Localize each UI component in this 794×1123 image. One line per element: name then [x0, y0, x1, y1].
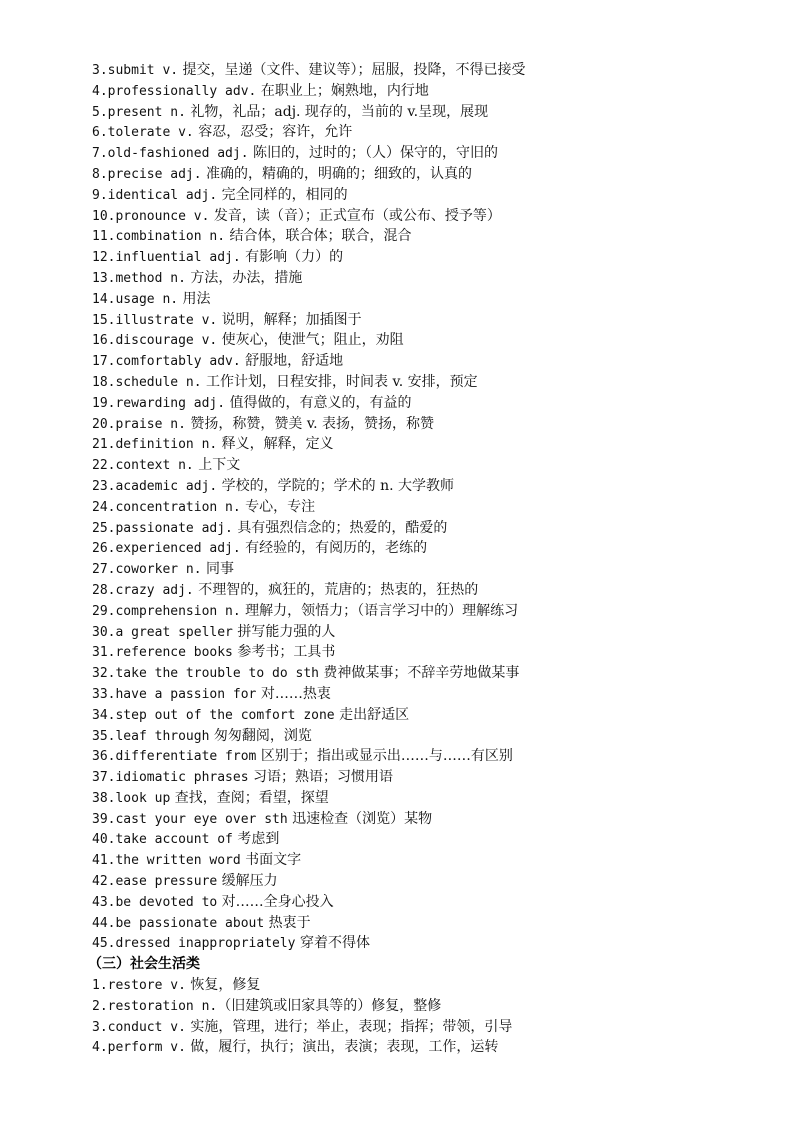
vocab-entry [92, 1037, 732, 1058]
entry-chinese-meaning: 拼写能力强的人 [232, 623, 336, 640]
entry-chinese-meaning: 使灰心，使泄气；阻止，劝阻 [217, 332, 404, 349]
entry-english-term: discourage v. [115, 333, 218, 349]
vocabulary-section-study [92, 60, 732, 954]
entry-number: 8. [92, 166, 108, 182]
entry-number: 9. [92, 187, 108, 203]
entry-chinese-meaning: 具有强烈信念的；热爱的，酷爱的 [232, 519, 448, 536]
entry-english-term: pronounce v. [115, 208, 210, 224]
vocab-entry [92, 143, 732, 164]
vocab-entry [92, 705, 732, 726]
entry-chinese-meaning: 工作计划，日程安排，时间表 v. 安排，预定 [201, 373, 478, 390]
vocab-entry [92, 518, 732, 539]
entry-english-term: differentiate from [115, 749, 257, 765]
vocab-entry [92, 414, 732, 435]
entry-chinese-meaning: 缓解压力 [217, 873, 278, 890]
entry-number: 6. [92, 125, 108, 141]
entry-chinese-meaning: 值得做的，有意义的，有益的 [225, 394, 412, 411]
entry-english-term: perform v. [107, 1040, 186, 1056]
entry-number: 33. [92, 686, 116, 702]
entry-number: 3. [92, 1019, 108, 1035]
entry-number: 11. [92, 229, 116, 245]
entry-chinese-meaning: 考虑到 [232, 831, 280, 848]
entry-english-term: have a passion for [115, 686, 257, 702]
entry-chinese-meaning: 礼物，礼品；adj. 现存的，当前的 v.呈现，展现 [185, 103, 489, 120]
vocab-entry [92, 996, 732, 1017]
entry-english-term: context n. [115, 458, 194, 474]
entry-number: 25. [92, 520, 116, 536]
entry-chinese-meaning: 区别于；指出或显示出……与……有区别 [256, 748, 513, 765]
entry-number: 23. [92, 478, 116, 494]
entry-number: 10. [92, 208, 116, 224]
entry-number: 41. [92, 853, 116, 869]
entry-number: 39. [92, 811, 116, 827]
vocab-entry [92, 102, 732, 123]
entry-number: 30. [92, 624, 116, 640]
vocab-entry [92, 622, 732, 643]
vocab-entry [92, 476, 732, 497]
entry-number: 21. [92, 437, 116, 453]
entry-english-term: illustrate v. [115, 312, 218, 328]
vocab-entry [92, 226, 732, 247]
entry-chinese-meaning: 发音，读（音）；正式宣布（或公布、授予等） [209, 207, 501, 224]
entry-english-term: praise n. [115, 416, 186, 432]
entry-number: 4. [92, 83, 108, 99]
entry-chinese-meaning: 同事 [201, 561, 235, 578]
entry-number: 2. [92, 998, 108, 1014]
entry-number: 27. [92, 562, 116, 578]
entry-number: 37. [92, 770, 116, 786]
vocab-entry [92, 767, 732, 788]
entry-chinese-meaning: 不理智的，疯狂的，荒唐的；热衷的，狂热的 [193, 581, 479, 598]
entry-number: 29. [92, 603, 116, 619]
entry-number: 14. [92, 291, 116, 307]
vocab-entry [92, 247, 732, 268]
entry-number: 44. [92, 915, 116, 931]
entry-number: 7. [92, 146, 108, 162]
entry-chinese-meaning: 走出舒适区 [334, 706, 410, 723]
vocab-entry [92, 850, 732, 871]
vocab-entry [92, 268, 732, 289]
entry-chinese-meaning: 舒服地，舒适地 [240, 353, 344, 370]
entry-english-term: be passionate about [115, 915, 265, 931]
vocab-entry [92, 788, 732, 809]
entry-chinese-meaning: 有经验的，有阅历的，老练的 [240, 540, 428, 557]
entry-english-term: method n. [115, 270, 186, 286]
vocab-entry [92, 206, 732, 227]
entry-english-term: combination n. [115, 229, 226, 245]
entry-number: 15. [92, 312, 116, 328]
vocab-entry [92, 580, 732, 601]
entry-chinese-meaning: 匆匆翻阅，浏览 [209, 727, 312, 744]
vocab-entry [92, 1017, 732, 1038]
entry-chinese-meaning: 恢复，修复 [185, 977, 261, 994]
entry-english-term: present n. [107, 104, 186, 120]
vocab-entry [92, 538, 732, 559]
vocab-entry [92, 601, 732, 622]
vocab-entry [92, 289, 732, 310]
vocab-entry [92, 933, 732, 954]
entry-english-term: restore v. [107, 978, 186, 994]
entry-number: 32. [92, 666, 116, 682]
vocab-entry [92, 372, 732, 393]
entry-chinese-meaning: 查找，查阅；看望，探望 [170, 789, 329, 806]
entry-english-term: old-fashioned adj. [107, 146, 249, 162]
section-heading-social-life: （三）社会生活类 [88, 956, 200, 973]
entry-english-term: conduct v. [107, 1019, 186, 1035]
vocab-entry [92, 726, 732, 747]
vocab-entry [92, 913, 732, 934]
entry-english-term: coworker n. [115, 562, 202, 578]
entry-english-term: cast your eye over sth [115, 811, 288, 827]
entry-english-term: restoration n. [107, 998, 218, 1014]
entry-english-term: passionate adj. [115, 520, 233, 536]
vocab-entry [92, 164, 732, 185]
entry-english-term: academic adj. [115, 478, 218, 494]
entry-chinese-meaning: 理解力，领悟力；（语言学习中的）理解练习 [240, 602, 519, 619]
entry-english-term: concentration n. [115, 499, 241, 515]
entry-number: 5. [92, 104, 108, 120]
vocab-entry [92, 434, 732, 455]
entry-number: 31. [92, 645, 116, 661]
vocab-entry [92, 892, 732, 913]
vocab-entry [92, 663, 732, 684]
entry-english-term: usage n. [115, 291, 179, 307]
vocab-entry [92, 497, 732, 518]
vocab-entry [92, 455, 732, 476]
entry-chinese-meaning: 迅速检查（浏览）某物 [287, 810, 433, 827]
entry-english-term: leaf through [115, 728, 210, 744]
entry-english-term: submit v. [107, 63, 179, 78]
entry-number: 38. [92, 790, 116, 806]
entry-chinese-meaning: 穿着不得体 [295, 935, 370, 952]
entry-number: 40. [92, 832, 116, 848]
entry-number: 16. [92, 333, 116, 349]
entry-english-term: experienced adj. [115, 541, 241, 557]
entry-chinese-meaning: 习语；熟语；习惯用语 [248, 769, 393, 786]
entry-chinese-meaning: 有影响（力）的 [240, 249, 344, 266]
entry-chinese-meaning: 对……热衷 [256, 685, 331, 702]
entry-chinese-meaning: 专心，专注 [240, 498, 316, 515]
vocab-entry [92, 351, 732, 372]
entry-english-term: tolerate v. [107, 125, 194, 141]
entry-number: 42. [92, 874, 116, 890]
vocab-entry [92, 559, 732, 580]
entry-english-term: comprehension n. [115, 603, 241, 619]
entry-english-term: comfortably adv. [115, 354, 241, 370]
entry-number: 43. [92, 894, 116, 910]
entry-english-term: ease pressure [115, 874, 218, 890]
entry-number: 24. [92, 499, 116, 515]
vocab-entry [92, 330, 732, 351]
entry-number: 28. [92, 582, 116, 598]
entry-chinese-meaning: 结合体，联合体；联合，混合 [225, 228, 412, 245]
entry-chinese-meaning: 完全同样的，相同的 [217, 186, 348, 203]
entry-chinese-meaning: 说明，解释；加插图于 [217, 311, 362, 328]
entry-chinese-meaning: 参考书；工具书 [232, 644, 336, 661]
entry-english-term: step out of the comfort zone [115, 707, 335, 723]
entry-english-term: take the trouble to do sth [115, 666, 319, 682]
vocab-entry [92, 746, 732, 767]
vocab-entry [92, 393, 732, 414]
entry-chinese-meaning: 对……全身心投入 [217, 893, 334, 910]
entry-number: 1. [92, 978, 108, 994]
vocab-entry [92, 684, 732, 705]
entry-number: 45. [92, 936, 116, 952]
entry-number: 19. [92, 395, 116, 411]
entry-english-term: influential adj. [115, 250, 241, 266]
entry-english-term: be devoted to [115, 894, 218, 910]
entry-chinese-meaning: 实施，管理，进行；举止，表现；指挥；带领，引导 [185, 1018, 513, 1035]
vocab-entry [92, 809, 732, 830]
vocab-entry [92, 81, 732, 102]
entry-number: 17. [92, 354, 116, 370]
entry-chinese-meaning: 释义，解释，定义 [217, 436, 334, 453]
entry-number: 35. [92, 728, 116, 744]
vocab-entry [92, 871, 732, 892]
vocab-entry [92, 60, 732, 81]
vocabulary-list [88, 60, 732, 1058]
entry-chinese-meaning: 提交，呈递（文件、建议等）；屈服，投降，不得已接受 [178, 62, 526, 78]
entry-chinese-meaning: 在职业上；娴熟地，内行地 [256, 82, 429, 99]
entry-number: 36. [92, 749, 116, 765]
entry-number: 13. [92, 270, 116, 286]
entry-number: 18. [92, 374, 116, 390]
vocab-entry [92, 642, 732, 663]
entry-chinese-meaning: 方法，办法，措施 [185, 269, 303, 286]
entry-number: 34. [92, 707, 116, 723]
entry-english-term: identical adj. [107, 187, 218, 203]
entry-number: 20. [92, 416, 116, 432]
entry-english-term: precise adj. [107, 166, 202, 182]
entry-chinese-meaning: （旧建筑或旧家具等的）修复，整修 [217, 997, 442, 1014]
entry-number: 22. [92, 458, 116, 474]
entry-chinese-meaning: 陈旧的，过时的；（人）保守的，守旧的 [248, 145, 498, 162]
entry-chinese-meaning: 热衷于 [264, 914, 311, 931]
entry-number: 12. [92, 250, 116, 266]
entry-chinese-meaning: 学校的，学院的；学术的 n. 大学教师 [217, 477, 455, 494]
entry-english-term: a great speller [115, 624, 233, 640]
vocab-entry [92, 310, 732, 331]
entry-english-term: look up [115, 790, 171, 806]
entry-chinese-meaning: 上下文 [193, 457, 241, 474]
vocab-entry [92, 829, 732, 850]
vocab-entry [92, 975, 732, 996]
entry-english-term: definition n. [115, 437, 218, 453]
vocab-entry [92, 122, 732, 143]
entry-english-term: rewarding adj. [115, 395, 226, 411]
entry-number: 26. [92, 541, 116, 557]
entry-chinese-meaning: 做，履行，执行；演出，表演；表现，工作，运转 [185, 1039, 499, 1056]
entry-chinese-meaning: 赞扬，称赞，赞美 v. 表扬，赞扬，称赞 [185, 415, 434, 432]
entry-chinese-meaning: 容忍，忍受；容许，允许 [193, 124, 353, 141]
entry-english-term: take account of [115, 832, 233, 848]
entry-english-term: the written word [115, 853, 241, 869]
vocab-entry [92, 185, 732, 206]
entry-english-term: idiomatic phrases [115, 770, 249, 786]
entry-number: 3. [92, 63, 108, 78]
entry-chinese-meaning: 用法 [178, 290, 211, 307]
entry-chinese-meaning: 费神做某事；不辞辛劳地做某事 [318, 665, 520, 682]
entry-number: 4. [92, 1040, 108, 1056]
vocabulary-section-social-life [92, 975, 732, 1058]
entry-english-term: crazy adj. [115, 582, 194, 598]
entry-english-term: schedule n. [115, 374, 202, 390]
entry-chinese-meaning: 准确的，精确的，明确的；细致的，认真的 [201, 165, 473, 182]
entry-english-term: dressed inappropriately [115, 936, 296, 952]
entry-chinese-meaning: 书面文字 [240, 852, 302, 869]
entry-english-term: professionally adv. [107, 83, 257, 99]
entry-english-term: reference books [115, 645, 233, 661]
